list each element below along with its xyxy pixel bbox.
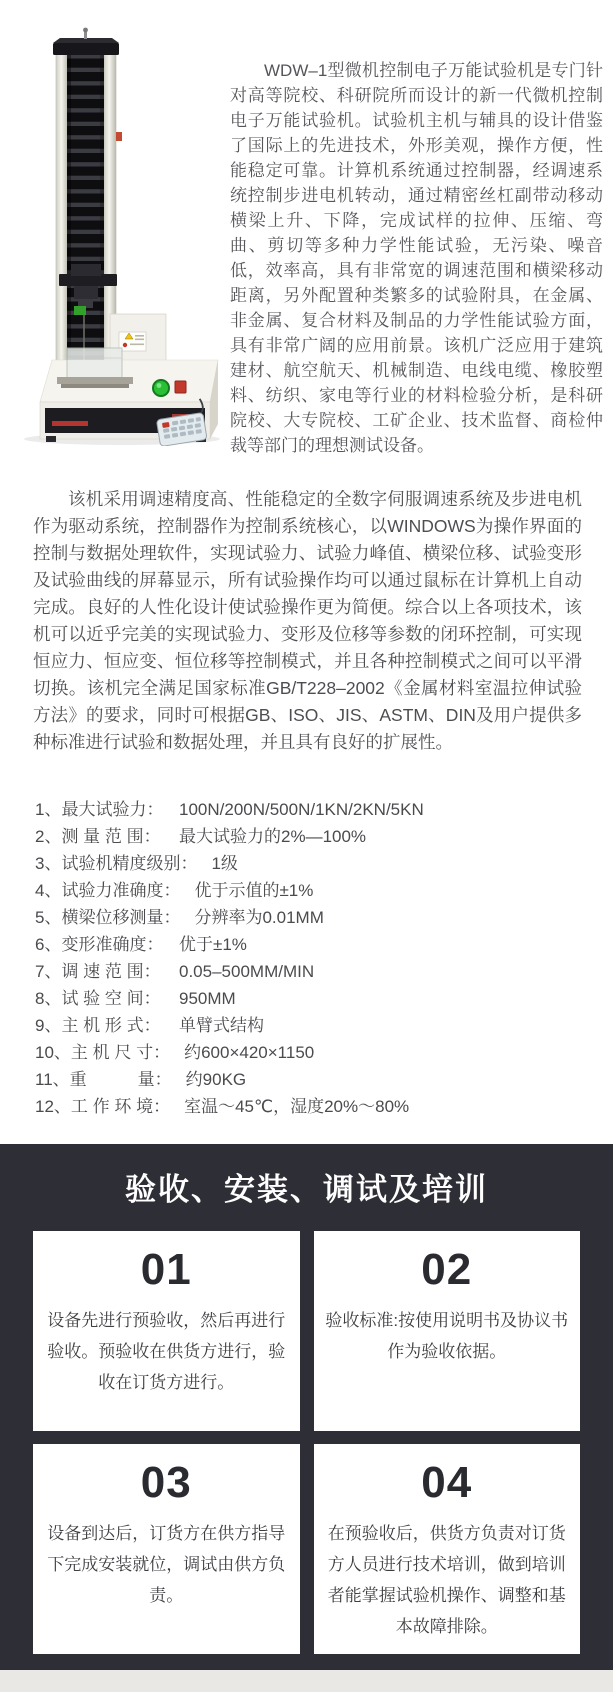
spec-label: 4、试验力准确度： <box>35 881 181 900</box>
intro-section <box>0 0 613 458</box>
load-cell-green <box>74 306 86 315</box>
card-text: 验收标准:按使用说明书及协议书作为验收依据。 <box>325 1311 569 1362</box>
spec-value: 100N/200N/500N/1KN/2KN/5KN <box>179 800 424 819</box>
power-switch-red <box>175 381 186 393</box>
spec-value: 分辨率为0.01MM <box>194 908 324 927</box>
spec-value: 1级 <box>211 854 238 873</box>
service-section-title: 验收、安装、调试及培训 <box>125 1172 488 1207</box>
spec-row-accuracy-class <box>35 850 593 877</box>
spec-row-frame-type <box>35 1012 593 1039</box>
spec-label: 8、试 验 空 间： <box>35 989 161 1008</box>
spec-label: 7、调 速 范 围： <box>35 962 161 981</box>
service-section <box>0 1144 613 1670</box>
spec-value: 0.05–500MM/MIN <box>179 962 315 981</box>
card-number: 02 <box>421 1245 473 1294</box>
spec-label: 12、工 作 环 境： <box>35 1097 171 1116</box>
spec-value: 室温～45℃，湿度20%～80% <box>184 1097 410 1116</box>
spec-label: 3、试验机精度级别： <box>35 854 198 873</box>
spec-value: 最大试验力的2%—100% <box>179 827 367 846</box>
card-number: 03 <box>140 1458 192 1507</box>
spec-label: 9、主 机 形 式： <box>35 1016 161 1035</box>
column-red-marker <box>116 132 122 141</box>
sample-container <box>57 348 133 388</box>
spec-value: 单臂式结构 <box>179 1016 264 1035</box>
machine-photo <box>12 18 222 458</box>
spec-label: 2、测 量 范 围： <box>35 827 161 846</box>
service-card-standard <box>314 1231 581 1431</box>
spec-row-test-space <box>35 985 593 1012</box>
card-number: 04 <box>421 1458 473 1507</box>
spec-value: 约90KG <box>185 1070 247 1089</box>
spec-row-deformation-accuracy <box>35 931 593 958</box>
spec-row-max-force <box>35 796 593 823</box>
spec-label: 5、横梁位移测量： <box>35 908 181 927</box>
warning-sticker <box>119 332 146 351</box>
spec-value: 优于示值的±1% <box>194 881 314 900</box>
service-card-acceptance <box>33 1231 300 1431</box>
spec-value: 优于±1% <box>179 935 247 954</box>
machine-illustration <box>12 18 222 446</box>
spec-row-force-accuracy <box>35 877 593 904</box>
service-card-training <box>314 1444 581 1654</box>
card-text: 设备到达后，订货方在供方指导下完成安装就位，调试由供方负责。 <box>47 1524 286 1606</box>
spec-label: 1、最大试验力： <box>35 800 164 819</box>
spec-value: 950MM <box>179 989 236 1008</box>
card-text: 在预验收后，供货方负责对订货方人员进行技术培训，做到培训者能掌握试验机操作、调整和基本故障排除。 <box>327 1524 566 1637</box>
base-plate <box>57 377 133 384</box>
intro-paragraph: WDW–1型微机控制电子万能试验机是专门针对高等院校、科研院所而设计的新一代微机控制电子万能试验机。试验机主机与辅具的设计借鉴了国际上的先进技术，外形美观，操作方便，性能稳定可靠。计算机系统通过控制器，经调速系统控制步进电机转动，通过精密丝杠副带动移动横梁上升、下降，完成试样的拉伸、压缩、弯曲、剪切等多种力学性能试验，无污染、噪音低，效率高，具有非常宽的调速范围和横梁移动距离，另外配置种类繁多的试验附具，在金属、非金属、复合材料及制品的力学性能试验方面，具有非常广阔的应用前景。该机广泛应用于建筑建材、航空航天、机械制造、电线电缆、橡胶塑料、纺织、家电等行业的材料检验分析，是科研院校、大专院校、工矿企业、技术监督、商检仲裁等部门的理想测试设备。 <box>230 61 603 455</box>
spec-row-dimensions <box>35 1039 593 1066</box>
spec-row-environment <box>35 1093 593 1120</box>
spec-value: 约600×420×1150 <box>184 1043 315 1062</box>
spec-label: 10、主 机 尺 寸： <box>35 1043 171 1062</box>
spec-row-crosshead-displacement <box>35 904 593 931</box>
spec-list <box>35 796 593 1120</box>
card-text: 设备先进行预验收，然后再进行验收。预验收在供货方进行，验收在订货方进行。 <box>47 1311 286 1393</box>
spec-row-weight <box>35 1066 593 1093</box>
spec-row-speed-range <box>35 958 593 985</box>
service-card-grid <box>33 1231 580 1654</box>
start-button-green <box>153 380 169 396</box>
spec-row-measure-range <box>35 823 593 850</box>
machine-column <box>53 28 122 364</box>
bottom-strip <box>0 1670 613 1692</box>
spec-label: 11、重 量： <box>35 1070 172 1089</box>
card-number: 01 <box>140 1245 192 1294</box>
spec-label: 6、变形准确度： <box>35 935 164 954</box>
service-card-installation <box>33 1444 300 1654</box>
brand-red-text <box>52 421 88 426</box>
column-top-cap <box>53 43 119 55</box>
description-paragraph: 该机采用调速精度高、性能稳定的全数字伺服调速系统及步进电机作为驱动系统，控制器作为控制系统核心，以WINDOWS为操作界面的控制与数据处理软件，实现试验力、试验力峰值、横梁位移、试验变形及试验曲线的屏幕显示，所有试验操作均可以通过鼠标在计算机上自动完成。良好的人性化设计使试验操作更为简便。综合以上各项技术，该机可以近乎完美的实现试验力、变形及位移等参数的闭环控制，可实现恒应力、恒应变、恒位移等控制模式，并且各种控制模式之间可以平滑切换。该机完全满足国家标准GB/T228–2002《金属材料室温拉伸试验方法》的要求，同时可根据GB、ISO、JIS、ASTM、DIN及用户提供多种标准进行试验和数据处理，并且具有良好的扩展性。 <box>33 489 582 752</box>
